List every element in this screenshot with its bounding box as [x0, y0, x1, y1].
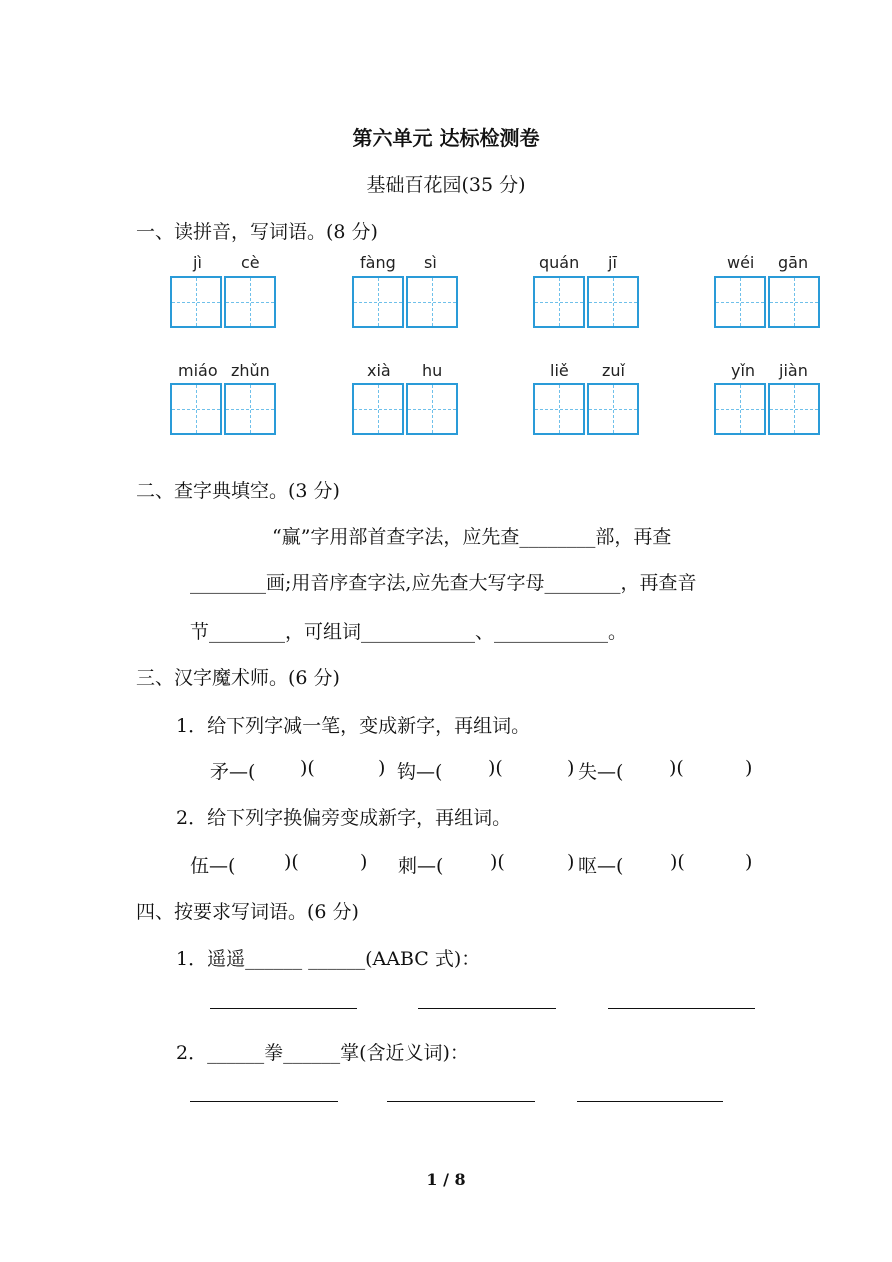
answer-line[interactable] [210, 1008, 357, 1009]
blank-item: ) [745, 851, 753, 873]
answer-line[interactable] [577, 1101, 723, 1102]
pinyin: xià [367, 361, 391, 380]
blank-item: )( [669, 757, 684, 779]
character-box[interactable] [714, 383, 766, 435]
section-4-heading: 四、按要求写词语。(6 分) [136, 901, 359, 923]
blank-item: ) [745, 757, 753, 779]
character-box[interactable] [224, 383, 276, 435]
character-box[interactable] [587, 383, 639, 435]
blank-item: ) [378, 757, 386, 779]
character-box[interactable] [714, 276, 766, 328]
blank-item: )( [490, 851, 505, 873]
pinyin: zhǔn [231, 361, 270, 380]
blank-item: ) [360, 851, 368, 873]
answer-line[interactable] [418, 1008, 556, 1009]
blank-item: )( [488, 757, 503, 779]
blank-item: ) [567, 757, 575, 779]
pinyin: zuǐ [602, 361, 625, 380]
character-box[interactable] [533, 276, 585, 328]
pinyin: wéi [727, 253, 755, 272]
character-box[interactable] [352, 383, 404, 435]
blank-item: 矛—( [210, 761, 256, 783]
blank-item: 失—( [578, 761, 624, 783]
character-box[interactable] [587, 276, 639, 328]
pinyin: cè [241, 253, 260, 272]
answer-line[interactable] [190, 1101, 338, 1102]
section-2-heading: 二、查字典填空。(3 分) [136, 480, 340, 502]
character-box[interactable] [170, 276, 222, 328]
pinyin: liě [550, 361, 569, 380]
pinyin: fàng [360, 253, 396, 272]
question-text: 1．给下列字减一笔，变成新字，再组词。 [176, 715, 531, 737]
page-subtitle: 基础百花园(35 分) [366, 174, 526, 196]
blank-item: )( [670, 851, 685, 873]
pinyin: jì [193, 253, 202, 272]
pinyin: yǐn [731, 361, 756, 380]
section-3-heading: 三、汉字魔术师。(6 分) [136, 667, 340, 689]
character-box[interactable] [768, 383, 820, 435]
blank-item: ) [567, 851, 575, 873]
pinyin: sì [424, 253, 437, 272]
pinyin: jī [608, 253, 617, 272]
question-text: 1．遥遥______ ______(AABC 式)： [176, 948, 481, 970]
pinyin: hu [422, 361, 443, 380]
pinyin: gān [778, 253, 809, 272]
character-box[interactable] [170, 383, 222, 435]
blank-item: 钩—( [397, 761, 443, 783]
character-box[interactable] [224, 276, 276, 328]
pinyin: jiàn [779, 361, 808, 380]
character-box[interactable] [406, 276, 458, 328]
question-text: 节________，可组词____________、____________。 [190, 621, 628, 643]
page-title: 第六单元 达标检测卷 [352, 126, 540, 150]
question-text: ________画;用音序查字法,应先查大写字母________，再查音 [190, 572, 697, 594]
question-text: “赢”字用部首查字法，应先查________部，再查 [272, 526, 672, 548]
question-text: 2．______拳______掌(含近义词)： [176, 1042, 469, 1064]
blank-item: 伍—( [190, 855, 236, 877]
page-number: 1 / 8 [426, 1170, 466, 1189]
section-1-heading: 一、读拼音，写词语。(8 分) [136, 221, 378, 243]
blank-item: 刺—( [398, 855, 444, 877]
pinyin: quán [539, 253, 580, 272]
answer-line[interactable] [387, 1101, 535, 1102]
blank-item: )( [284, 851, 299, 873]
blank-item: )( [300, 757, 315, 779]
character-box[interactable] [352, 276, 404, 328]
character-box[interactable] [768, 276, 820, 328]
answer-line[interactable] [608, 1008, 755, 1009]
character-box[interactable] [406, 383, 458, 435]
blank-item: 呕—( [578, 855, 624, 877]
pinyin: miáo [178, 361, 218, 380]
character-box[interactable] [533, 383, 585, 435]
question-text: 2．给下列字换偏旁变成新字，再组词。 [176, 807, 512, 829]
